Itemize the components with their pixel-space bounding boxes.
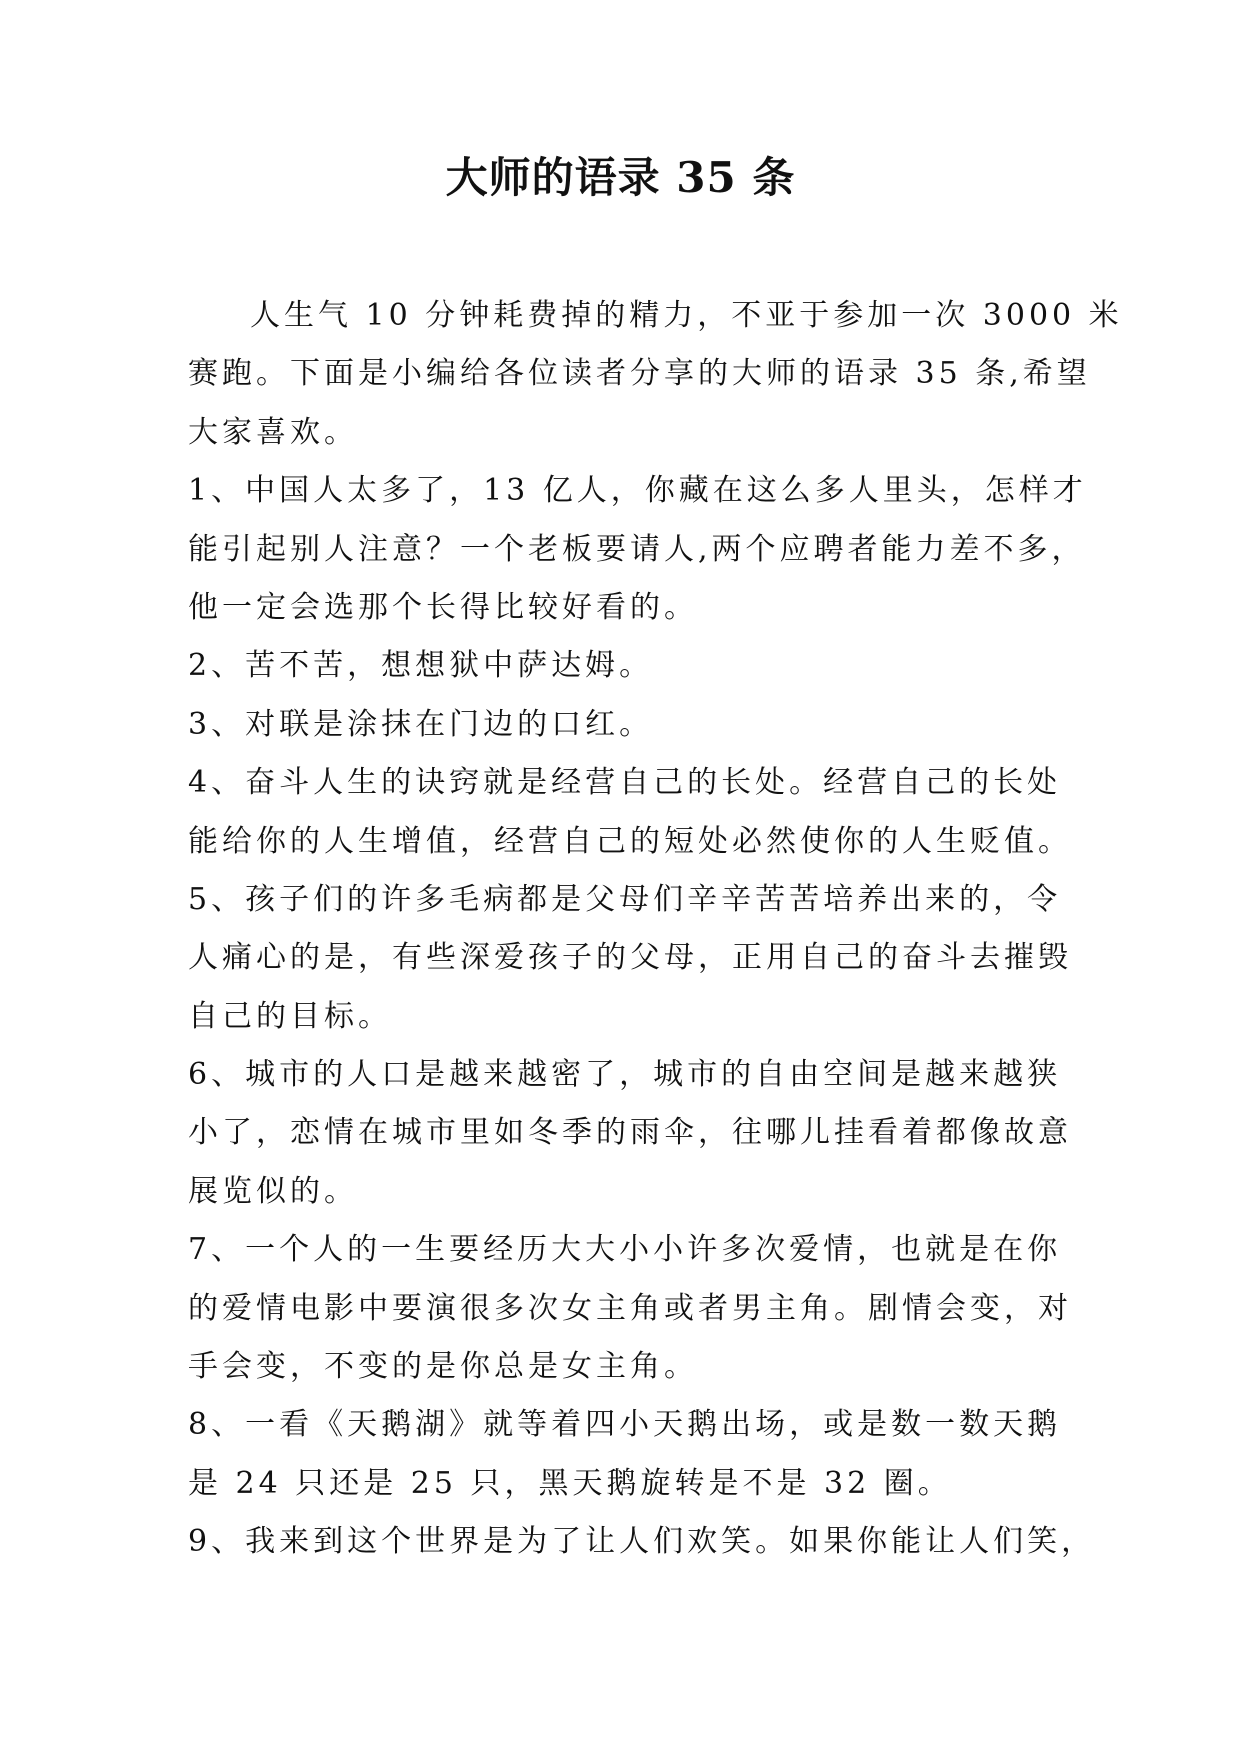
quote-8-line-2: 是 24 只还是 25 只，黑天鹅旋转是不是 32 圈。: [188, 1465, 952, 1501]
intro-line-1: 人生气 10 分钟耗费掉的精力，不亚于参加一次 3000 米: [250, 298, 1123, 333]
quote-5-line-2: 人痛心的是，有些深爱孩子的父母，正用自己的奋斗去摧毁: [188, 940, 1072, 976]
quote-1-line-2: 能引起别人注意？一个老板要请人,两个应聘者能力差不多，: [188, 531, 1086, 567]
quote-8-line-1: 8、一看《天鹅湖》就等着四小天鹅出场，或是数一数天鹅: [188, 1407, 1062, 1443]
intro-line-2: 赛跑。下面是小编给各位读者分享的大师的语录 35 条,希望: [188, 356, 1091, 392]
quote-2-line-1: 2、苦不苦，想想狱中萨达姆。: [188, 648, 654, 684]
document-body: [188, 287, 1123, 1572]
quote-5-line-1: 5、孩子们的许多毛病都是父母们辛辛苦苦培养出来的，令: [188, 881, 1062, 917]
intro-line-3: 大家喜欢。: [188, 414, 358, 450]
quote-6-line-2: 小了，恋情在城市里如冬季的雨伞，往哪儿挂看着都像故意: [188, 1115, 1072, 1151]
quote-9-line-1: 9、我来到这个世界是为了让人们欢笑。如果你能让人们笑，: [188, 1524, 1096, 1560]
quote-6-line-1: 6、城市的人口是越来越密了，城市的自由空间是越来越狭: [188, 1057, 1062, 1093]
quote-7-line-2: 的爱情电影中要演很多次女主角或者男主角。剧情会变，对: [188, 1290, 1072, 1326]
quote-5-line-3: 自己的目标。: [188, 998, 392, 1034]
quote-6-line-3: 展览似的。: [188, 1173, 358, 1209]
quote-1-line-3: 他一定会选那个长得比较好看的。: [188, 589, 698, 625]
quote-1-line-1: 1、中国人太多了，13 亿人，你藏在这么多人里头，怎样才: [188, 473, 1087, 509]
quote-4-line-2: 能给你的人生增值，经营自己的短处必然使你的人生贬值。: [188, 823, 1072, 859]
quote-3-line-1: 3、对联是涂抹在门边的口红。: [188, 706, 654, 742]
document-title: 大师的语录 35 条: [445, 153, 796, 202]
quote-7-line-3: 手会变，不变的是你总是女主角。: [188, 1349, 698, 1385]
quote-7-line-1: 7、一个人的一生要经历大大小小许多次爱情，也就是在你: [188, 1232, 1062, 1268]
quote-4-line-1: 4、奋斗人生的诀窍就是经营自己的长处。经营自己的长处: [188, 765, 1062, 801]
